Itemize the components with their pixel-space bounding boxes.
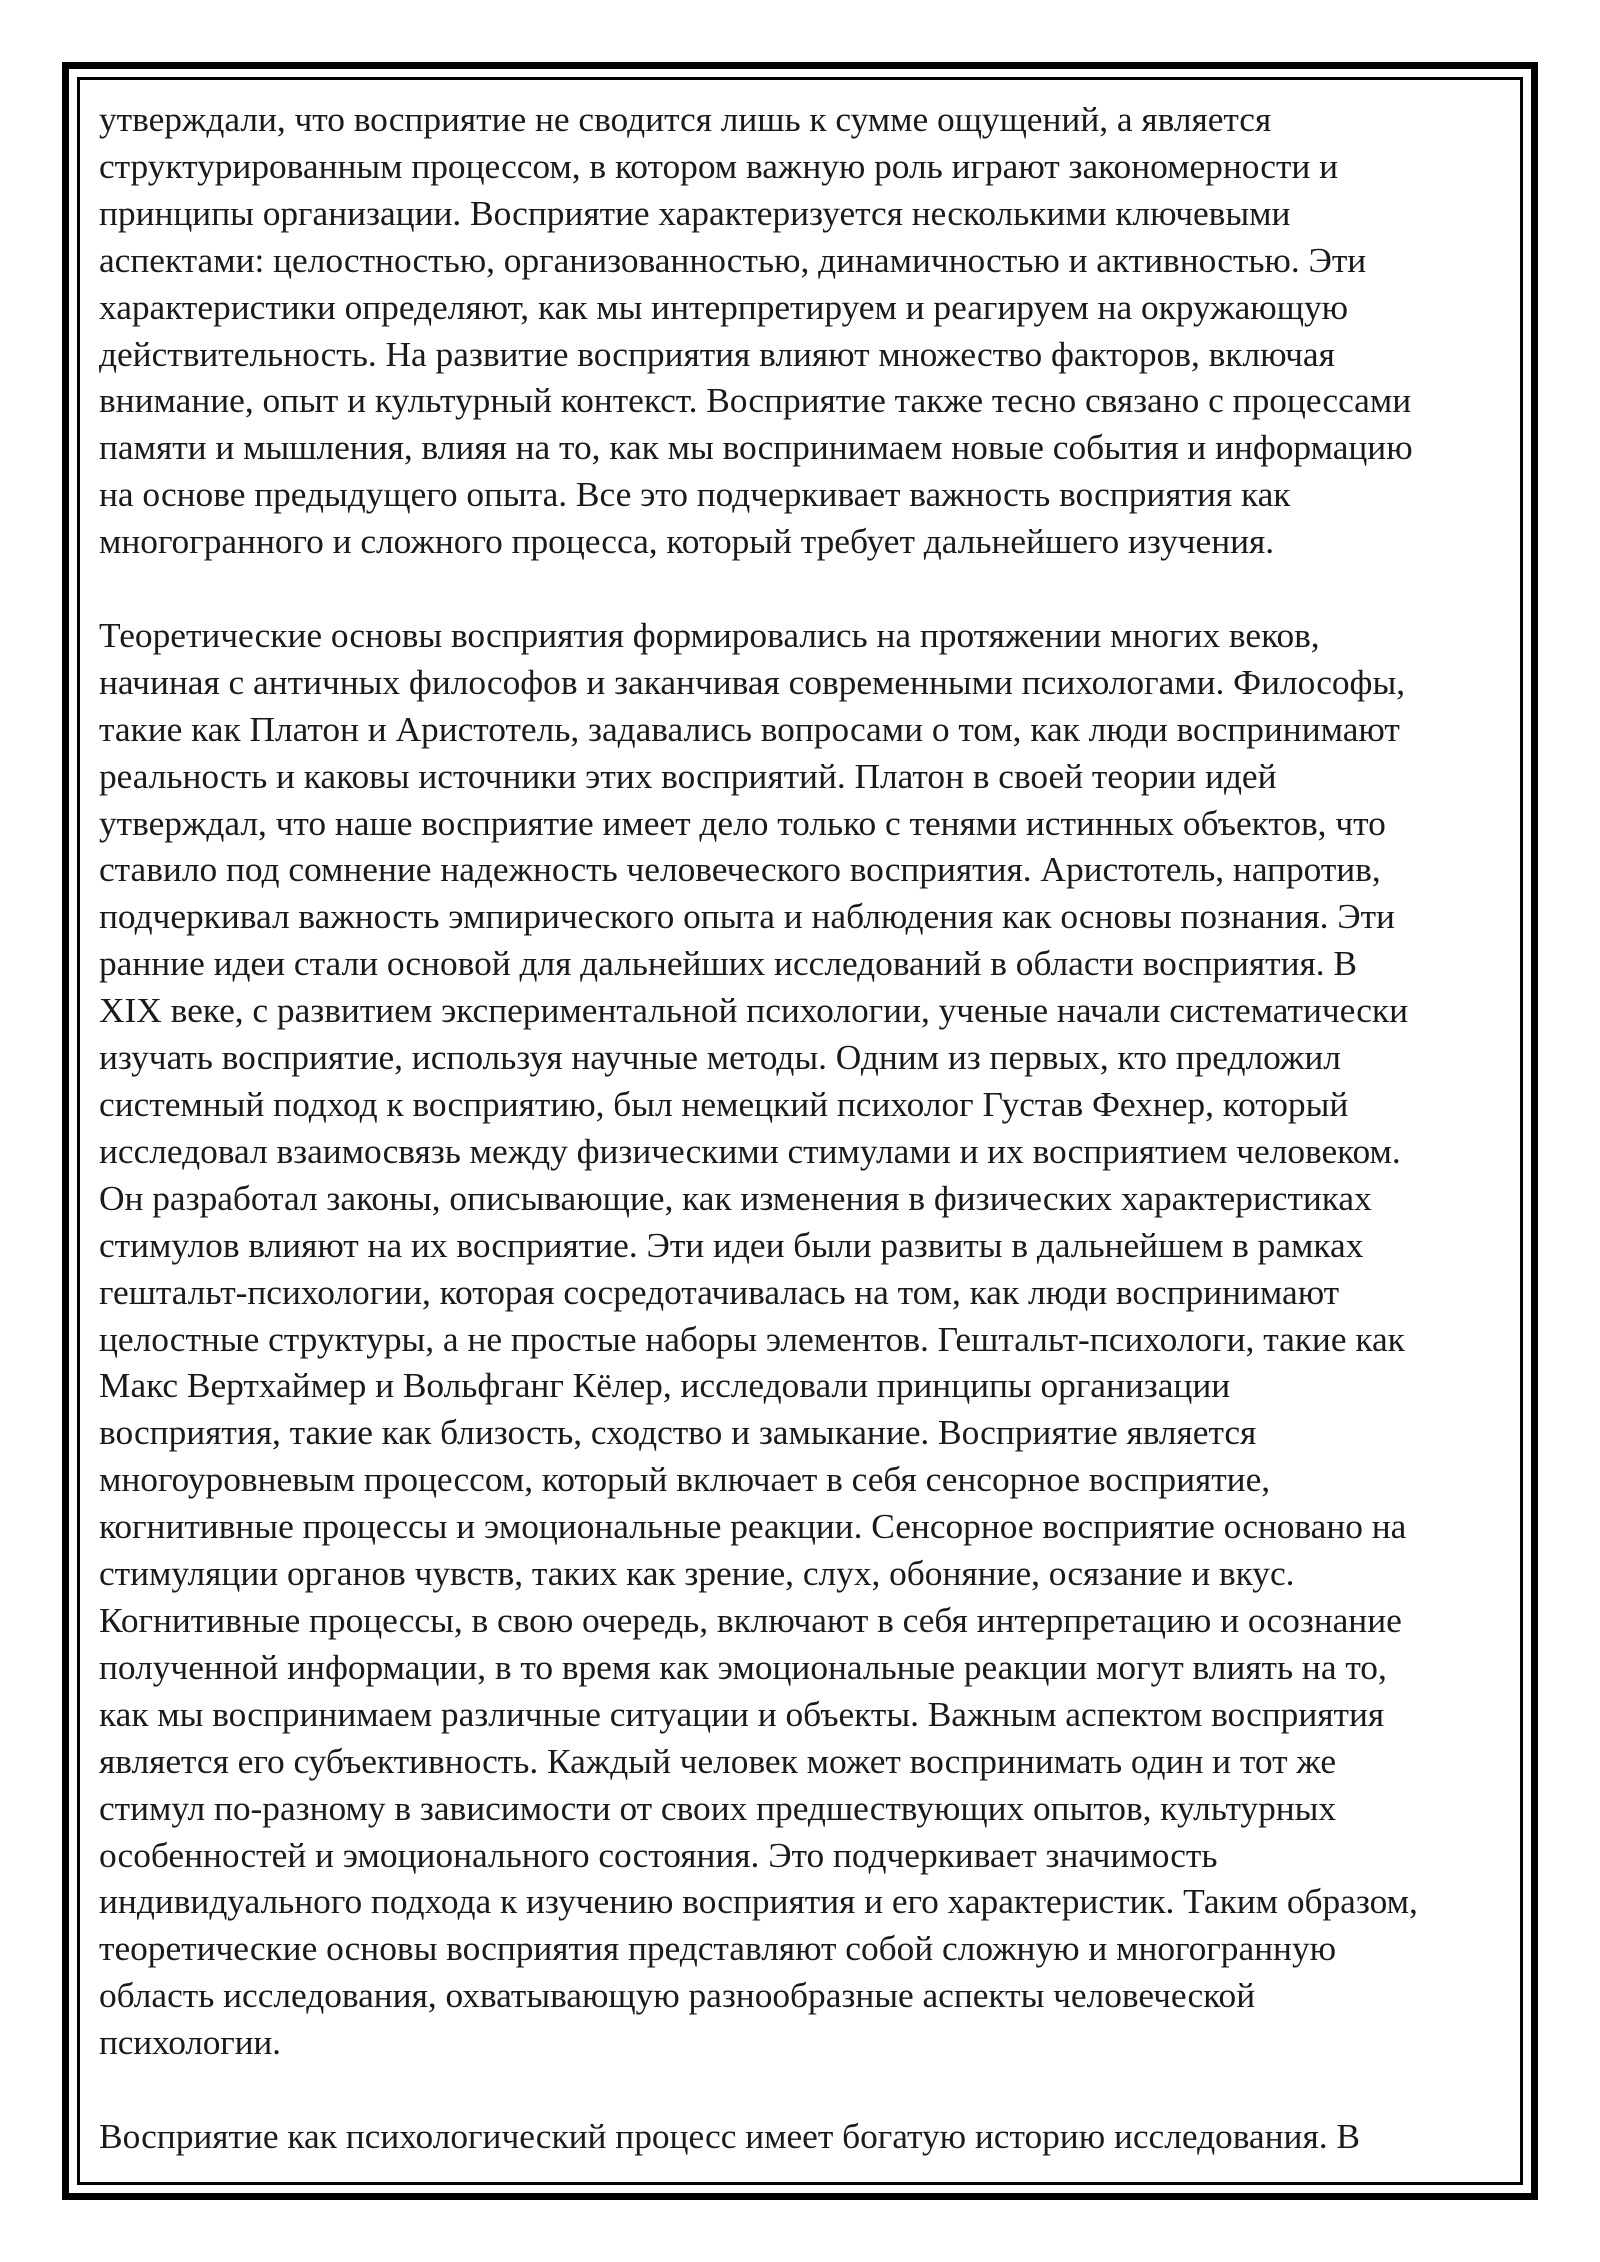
text-line: теоретические основы восприятия представляют собой сложную и многогранную (99, 1928, 1337, 1969)
paragraph-3 (99, 2113, 1519, 2160)
text-line: памяти и мышления, влияя на то, как мы воспринимаем новые события и информацию (99, 427, 1413, 468)
text-line: Теоретические основы восприятия формировались на протяжении многих веков, (99, 614, 1320, 655)
text-line: стимул по-разному в зависимости от своих предшествующих опытов, культурных (99, 1787, 1337, 1828)
text-line: принципы организации. Восприятие характеризуется несколькими ключевыми (99, 192, 1291, 233)
text-line: реальность и каковы источники этих восприятий. Платон в своей теории идей (99, 755, 1277, 796)
text-line: Восприятие как психологический процесс имеет богатую историю исследования. В (99, 2115, 1360, 2156)
text-line: как мы воспринимаем различные ситуации и объекты. Важным аспектом восприятия (99, 1693, 1385, 1734)
text-line: аспектами: целостностью, организованностью, динамичностью и активностью. Эти (99, 239, 1367, 280)
paragraph-1 (99, 96, 1519, 565)
text-line: на основе предыдущего опыта. Все это подчеркивает важность восприятия как (99, 474, 1291, 515)
document-body (99, 96, 1519, 2160)
text-line: восприятия, такие как близость, сходство и замыкание. Восприятие является (99, 1412, 1257, 1453)
text-line: утверждал, что наше восприятие имеет дело только с тенями истинных объектов, что (99, 802, 1386, 843)
text-line: системный подход к восприятию, был немецкий психолог Густав Фехнер, который (99, 1084, 1349, 1125)
text-line: действительность. На развитие восприятия влияют множество факторов, включая (99, 333, 1335, 374)
text-line: психологии. (99, 2022, 281, 2063)
text-line: утверждали, что восприятие не сводится лишь к сумме ощущений, а является (99, 99, 1272, 139)
text-line: начиная с античных философов и заканчивая современными психологами. Философы, (99, 661, 1406, 702)
text-line: такие как Платон и Аристотель, задавались вопросами о том, как люди воспринимают (99, 708, 1400, 749)
text-line: структурированным процессом, в котором важную роль играют закономерности и (99, 145, 1339, 186)
text-line: особенностей и эмоционального состояния. Это подчеркивает значимость (99, 1834, 1218, 1875)
text-line: область исследования, охватывающую разнообразные аспекты человеческой (99, 1975, 1256, 2016)
text-line: изучать восприятие, используя научные методы. Одним из первых, кто предложил (99, 1037, 1341, 1078)
text-line: многоуровневым процессом, который включает в себя сенсорное восприятие, (99, 1459, 1271, 1500)
text-line: Когнитивные процессы, в свою очередь, включают в себя интерпретацию и осознание (99, 1599, 1402, 1640)
text-line: исследовал взаимосвязь между физическими стимулами и их восприятием человеком. (99, 1130, 1401, 1171)
text-line: внимание, опыт и культурный контекст. Восприятие также тесно связано с процессами (99, 380, 1412, 421)
text-line: когнитивные процессы и эмоциональные реакции. Сенсорное восприятие основано на (99, 1506, 1407, 1547)
paragraph-2 (99, 612, 1519, 2066)
text-line: полученной информации, в то время как эмоциональные реакции могут влиять на то, (99, 1646, 1387, 1687)
text-line: гештальт-психологии, которая сосредотачивалась на том, как люди воспринимают (99, 1271, 1340, 1312)
text-line: XIX веке, с развитием экспериментальной психологии, ученые начали систематически (99, 990, 1408, 1031)
text-line: индивидуального подхода к изучению восприятия и его характеристик. Таким образом, (99, 1881, 1418, 1922)
text-line: стимуляции органов чувств, таких как зрение, слух, обоняние, осязание и вкус. (99, 1553, 1295, 1594)
text-line: характеристики определяют, как мы интерпретируем и реагируем на окружающую (99, 286, 1349, 327)
text-line: целостные структуры, а не простые наборы элементов. Гештальт-психологи, такие как (99, 1318, 1405, 1359)
text-line: Он разработал законы, описывающие, как изменения в физических характеристиках (99, 1177, 1372, 1218)
text-line: многогранного и сложного процесса, который требует дальнейшего изучения. (99, 521, 1275, 562)
text-line: стимулов влияют на их восприятие. Эти идеи были развиты в дальнейшем в рамках (99, 1224, 1364, 1265)
text-line: ранние идеи стали основой для дальнейших исследований в области восприятия. В (99, 943, 1357, 984)
text-line: является его субъективность. Каждый человек может воспринимать один и тот же (99, 1740, 1336, 1781)
text-line: Макс Вертхаймер и Вольфганг Кёлер, исследовали принципы организации (99, 1365, 1231, 1406)
text-line: ставило под сомнение надежность человеческого восприятия. Аристотель, напротив, (99, 849, 1381, 890)
text-line: подчеркивал важность эмпирического опыта и наблюдения как основы познания. Эти (99, 896, 1395, 937)
